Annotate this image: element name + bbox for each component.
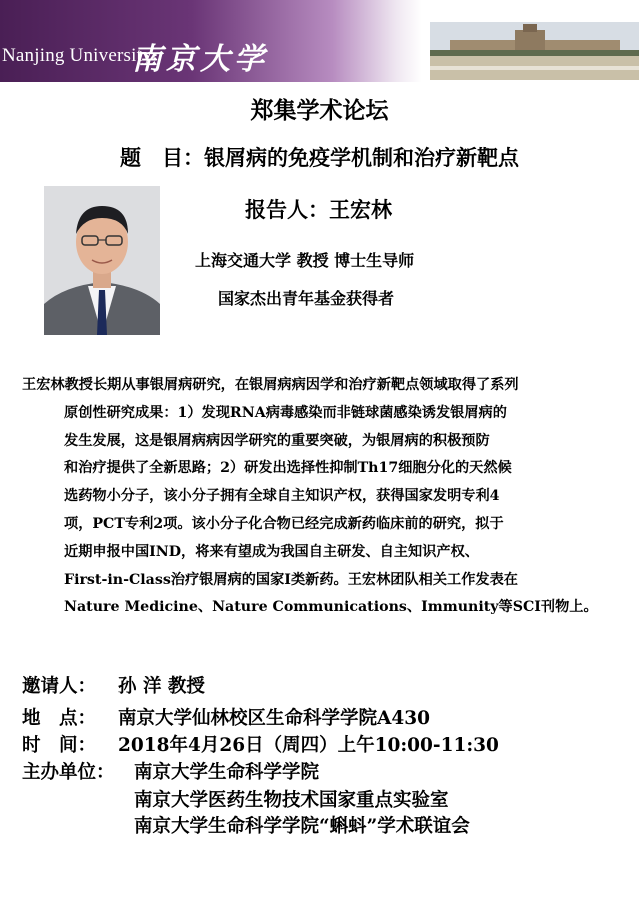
university-name-cn: 南京大学 <box>132 42 268 77</box>
bio-line: Nature Medicine、Nature Communications、Immunity等SCI刊物上。 <box>64 599 598 616</box>
bio-line: 原创性研究成果：1）发现RNA病毒感染而非链球菌感染诱发银屑病的 <box>64 404 507 421</box>
speaker-name: 报告人：王宏林 <box>245 197 392 222</box>
host-label: 主办单位： <box>22 762 115 783</box>
host-row <box>22 758 319 784</box>
time-value: 2018年4月26日（周四）上午10:00-11:30 <box>118 735 499 756</box>
speaker-photo <box>44 186 160 335</box>
talk-topic: 题 目：银屑病的免疫学机制和治疗新靶点 <box>120 145 519 170</box>
inviter-value: 孙 洋 教授 <box>118 676 205 697</box>
inviter-row <box>22 672 205 698</box>
speaker-honor: 国家杰出青年基金获得者 <box>218 289 395 308</box>
bio-line: 选药物小分子，该小分子拥有全球自主知识产权，获得国家发明专利4 <box>64 488 500 505</box>
host-value: 南京大学医药生物技术国家重点实验室 <box>134 790 449 811</box>
bio-line: 近期申报中国IND，将来有望成为我国自主研发、自主知识产权、 <box>64 543 479 560</box>
speaker-bio <box>22 372 620 622</box>
bio-line: First-in-Class治疗银屑病的国家I类新药。王宏林团队相关工作发表在 <box>64 571 518 588</box>
time-row <box>22 731 499 757</box>
inviter-label: 邀请人： <box>22 676 97 697</box>
time-label: 时 间： <box>22 735 97 756</box>
bio-line: 王宏林教授长期从事银屑病研究，在银屑病病因学和治疗新靶点领域取得了系列 <box>22 377 519 393</box>
campus-photo <box>430 22 639 80</box>
place-value: 南京大学仙林校区生命科学学院A430 <box>118 708 430 729</box>
bio-line: 发生发展，这是银屑病病因学研究的重要突破，为银屑病的积极预防 <box>64 432 490 449</box>
host-value: 南京大学生命科学学院“蝌蚪”学术联谊会 <box>134 816 470 837</box>
speaker-affiliation: 上海交通大学 教授 博士生导师 <box>195 251 415 270</box>
place-row <box>22 704 430 730</box>
header-banner <box>0 0 639 82</box>
place-label: 地 点： <box>22 708 97 729</box>
university-name-en: Nanjing University <box>2 45 152 66</box>
bio-line: 和治疗提供了全新思路；2）研发出选择性抑制Th17细胞分化的天然候 <box>64 460 512 477</box>
forum-title: 郑集学术论坛 <box>250 97 389 124</box>
bio-line: 项，PCT专利2项。该小分子化合物已经完成新药临床前的研究，拟于 <box>64 515 504 532</box>
host-value: 南京大学生命科学学院 <box>134 762 320 783</box>
